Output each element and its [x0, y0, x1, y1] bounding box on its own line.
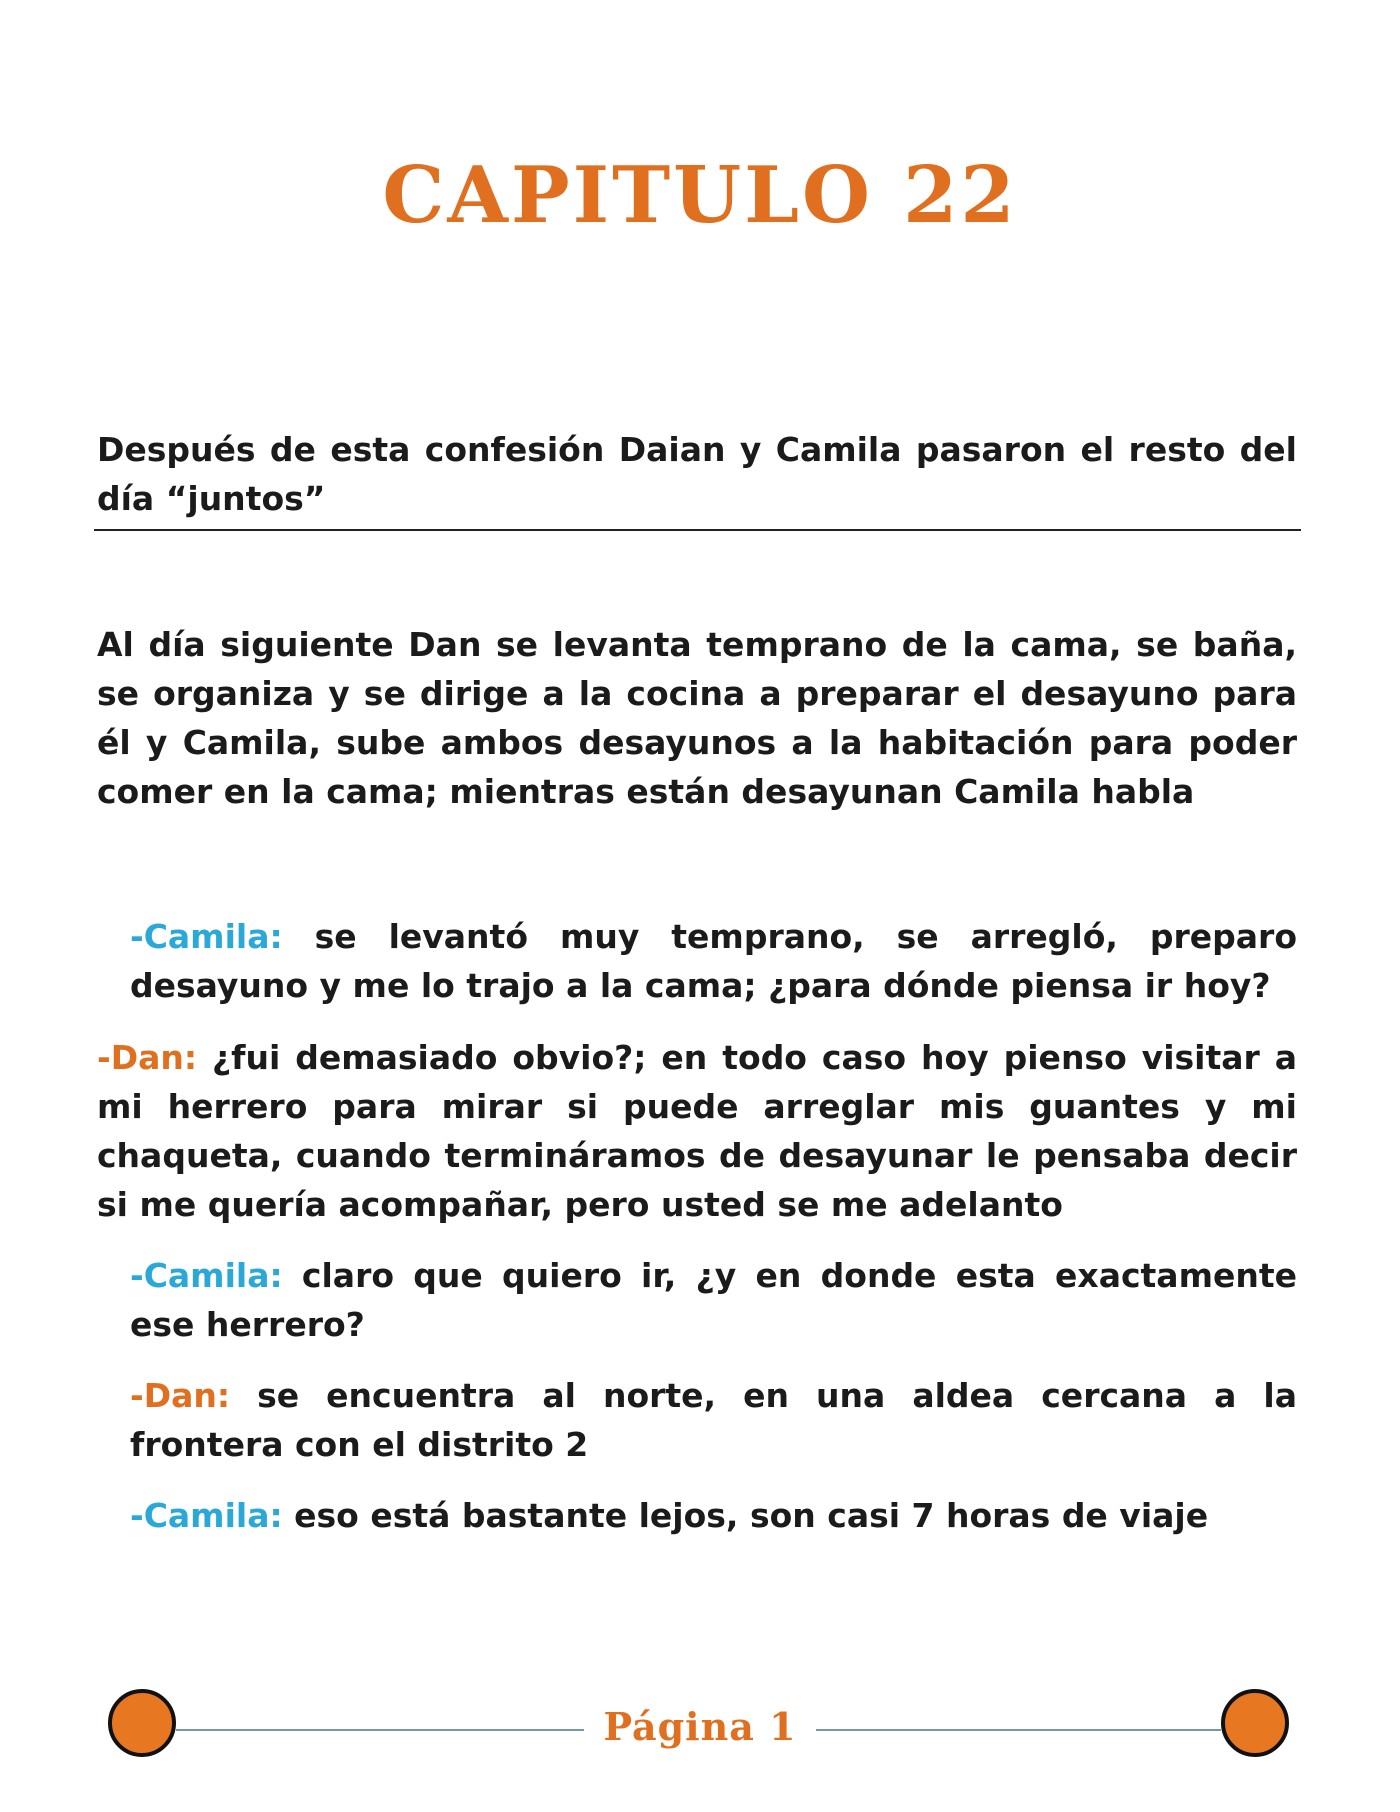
- dialogue-text: ¿fui demasiado obvio?; en todo caso hoy pienso visitar a mi herrero para mirar si puede arreglar mis guantes y mi chaqueta, cuando termináramos de desayunar le pensaba decir si me quería acompañar, pero usted se me adelanto: [97, 1038, 1297, 1224]
- footer-line-right: [816, 1729, 1221, 1731]
- footer-circle-right-icon: [1221, 1689, 1289, 1757]
- speaker-label-camila: -Camila:: [130, 1256, 283, 1295]
- dialogue-line-dan-2: [130, 1371, 1297, 1469]
- dialogue-text: claro que quiero ir, ¿y en donde esta exactamente ese herrero?: [130, 1256, 1297, 1344]
- speaker-label-camila: -Camila:: [130, 1496, 283, 1535]
- page-number: Página 1: [603, 1704, 797, 1749]
- speaker-label-camila: -Camila:: [130, 917, 283, 956]
- chapter-title: CAPITULO 22: [382, 150, 1018, 241]
- speaker-label-dan: -Dan:: [130, 1376, 231, 1415]
- intro-paragraph: Después de esta confesión Daian y Camila pasaron el resto del día “juntos”: [97, 430, 1297, 518]
- dialogue-line-camila-1: [130, 912, 1297, 1010]
- section-divider: [94, 529, 1301, 531]
- dialogue-text: se levantó muy temprano, se arregló, preparo desayuno y me lo trajo a la cama; ¿para dónde piensa ir hoy?: [130, 917, 1297, 1005]
- footer-line-left: [176, 1729, 584, 1731]
- dialogue-text: eso está bastante lejos, son casi 7 horas de viaje: [282, 1496, 1209, 1535]
- dialogue-line-dan-1: [97, 1033, 1297, 1229]
- dialogue-line-camila-3: [130, 1491, 1297, 1540]
- footer-circle-left-icon: [108, 1689, 176, 1757]
- dialogue-text: se encuentra al norte, en una aldea cercana a la frontera con el distrito 2: [130, 1376, 1297, 1464]
- speaker-label-dan: -Dan:: [97, 1038, 198, 1077]
- dialogue-line-camila-2: [130, 1251, 1297, 1349]
- narrative-paragraph: Al día siguiente Dan se levanta temprano de la cama, se baña, se organiza y se dirige a la cocina a preparar el desayuno para él y Camila, sube ambos desayunos a la habitación para poder comer en la cama; mientras están desayunan Camila habla: [97, 625, 1297, 811]
